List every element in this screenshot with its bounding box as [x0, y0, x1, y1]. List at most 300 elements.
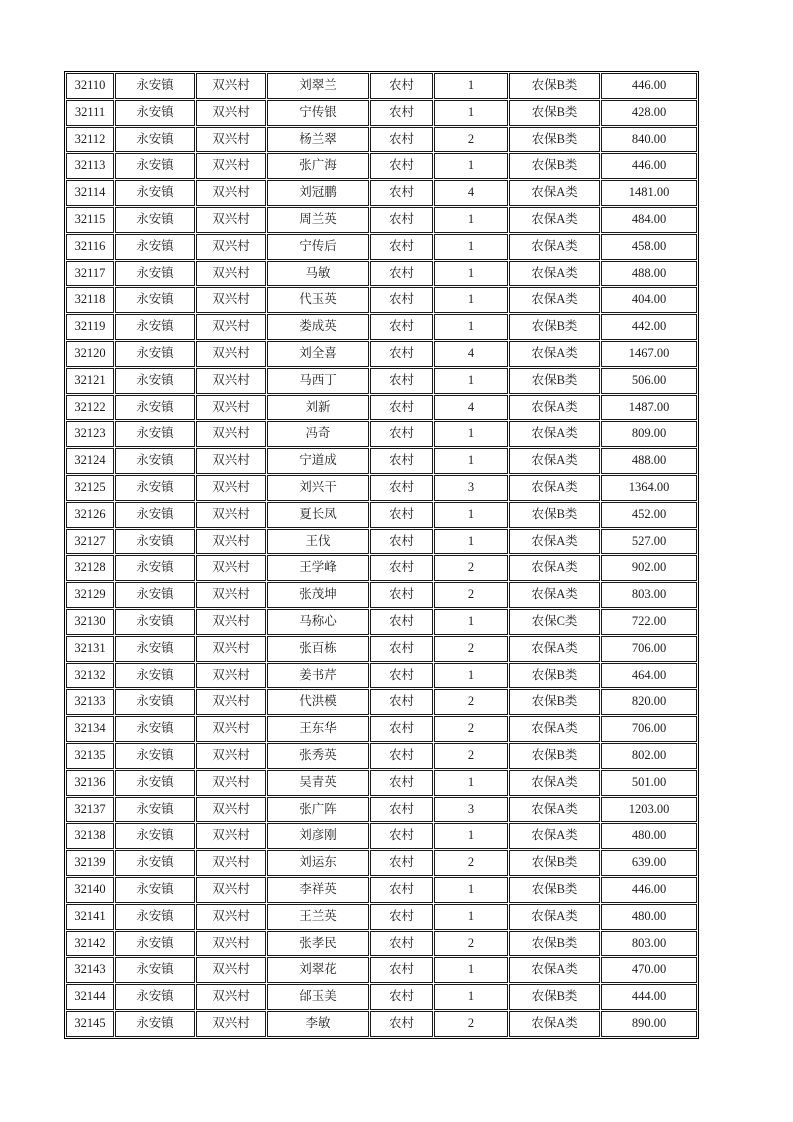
village-cell: 双兴村 [196, 314, 266, 340]
name-cell: 周兰英 [267, 207, 369, 233]
town-cell: 永安镇 [115, 877, 195, 903]
town-cell: 永安镇 [115, 100, 195, 126]
table-row [66, 904, 697, 930]
name-cell: 张百栋 [267, 636, 369, 662]
amount-cell: 484.00 [601, 207, 697, 233]
name-cell: 王伐 [267, 529, 369, 555]
person-count-cell: 1 [434, 877, 508, 903]
name-cell: 刘翠兰 [267, 73, 369, 99]
person-count-cell: 1 [434, 502, 508, 528]
person-count-cell: 4 [434, 341, 508, 367]
category-cell: 农村 [370, 663, 433, 689]
insurance-type-cell: 农保A类 [509, 823, 600, 849]
record-id-cell: 32133 [66, 689, 114, 715]
table-row [66, 207, 697, 233]
category-cell: 农村 [370, 287, 433, 313]
village-cell: 双兴村 [196, 689, 266, 715]
town-cell: 永安镇 [115, 73, 195, 99]
town-cell: 永安镇 [115, 904, 195, 930]
table-row [66, 421, 697, 447]
amount-cell: 706.00 [601, 636, 697, 662]
village-cell: 双兴村 [196, 904, 266, 930]
category-cell: 农村 [370, 448, 433, 474]
town-cell: 永安镇 [115, 368, 195, 394]
name-cell: 刘运东 [267, 850, 369, 876]
village-cell: 双兴村 [196, 609, 266, 635]
person-count-cell: 1 [434, 770, 508, 796]
name-cell: 邰玉美 [267, 984, 369, 1010]
insurance-type-cell: 农保A类 [509, 341, 600, 367]
name-cell: 刘翠花 [267, 957, 369, 983]
village-cell: 双兴村 [196, 957, 266, 983]
town-cell: 永安镇 [115, 770, 195, 796]
category-cell: 农村 [370, 421, 433, 447]
name-cell: 娄成英 [267, 314, 369, 340]
amount-cell: 639.00 [601, 850, 697, 876]
town-cell: 永安镇 [115, 395, 195, 421]
person-count-cell: 1 [434, 529, 508, 555]
village-cell: 双兴村 [196, 636, 266, 662]
name-cell: 王东华 [267, 716, 369, 742]
insurance-type-cell: 农保B类 [509, 314, 600, 340]
person-count-cell: 1 [434, 823, 508, 849]
record-id-cell: 32129 [66, 582, 114, 608]
town-cell: 永安镇 [115, 448, 195, 474]
category-cell: 农村 [370, 341, 433, 367]
town-cell: 永安镇 [115, 529, 195, 555]
insurance-type-cell: 农保A类 [509, 261, 600, 287]
category-cell: 农村 [370, 314, 433, 340]
person-count-cell: 2 [434, 716, 508, 742]
village-cell: 双兴村 [196, 448, 266, 474]
amount-cell: 488.00 [601, 448, 697, 474]
person-count-cell: 1 [434, 153, 508, 179]
name-cell: 马敏 [267, 261, 369, 287]
category-cell: 农村 [370, 797, 433, 823]
category-cell: 农村 [370, 716, 433, 742]
table-row [66, 823, 697, 849]
town-cell: 永安镇 [115, 689, 195, 715]
name-cell: 张秀英 [267, 743, 369, 769]
amount-cell: 480.00 [601, 904, 697, 930]
insurance-type-cell: 农保B类 [509, 984, 600, 1010]
table-row [66, 931, 697, 957]
insurance-type-cell: 农保A类 [509, 395, 600, 421]
table-row [66, 341, 697, 367]
amount-cell: 722.00 [601, 609, 697, 635]
table-row [66, 663, 697, 689]
amount-cell: 446.00 [601, 877, 697, 903]
table-row [66, 502, 697, 528]
record-id-cell: 32120 [66, 341, 114, 367]
village-cell: 双兴村 [196, 368, 266, 394]
insurance-type-cell: 农保B类 [509, 743, 600, 769]
record-id-cell: 32127 [66, 529, 114, 555]
table-row [66, 395, 697, 421]
table-row [66, 234, 697, 260]
amount-cell: 470.00 [601, 957, 697, 983]
person-count-cell: 1 [434, 448, 508, 474]
record-id-cell: 32136 [66, 770, 114, 796]
town-cell: 永安镇 [115, 475, 195, 501]
insurance-type-cell: 农保A类 [509, 770, 600, 796]
record-id-cell: 32134 [66, 716, 114, 742]
insurance-type-cell: 农保A类 [509, 957, 600, 983]
amount-cell: 802.00 [601, 743, 697, 769]
benefit-roster-table [64, 71, 699, 1039]
category-cell: 农村 [370, 957, 433, 983]
name-cell: 姜书芹 [267, 663, 369, 689]
town-cell: 永安镇 [115, 636, 195, 662]
record-id-cell: 32140 [66, 877, 114, 903]
table-row [66, 180, 697, 206]
person-count-cell: 1 [434, 100, 508, 126]
category-cell: 农村 [370, 984, 433, 1010]
name-cell: 王学峰 [267, 555, 369, 581]
insurance-type-cell: 农保B类 [509, 368, 600, 394]
village-cell: 双兴村 [196, 341, 266, 367]
insurance-type-cell: 农保B类 [509, 850, 600, 876]
amount-cell: 706.00 [601, 716, 697, 742]
name-cell: 代玉英 [267, 287, 369, 313]
town-cell: 永安镇 [115, 1011, 195, 1037]
amount-cell: 809.00 [601, 421, 697, 447]
record-id-cell: 32121 [66, 368, 114, 394]
town-cell: 永安镇 [115, 502, 195, 528]
record-id-cell: 32143 [66, 957, 114, 983]
person-count-cell: 2 [434, 743, 508, 769]
village-cell: 双兴村 [196, 73, 266, 99]
person-count-cell: 3 [434, 475, 508, 501]
record-id-cell: 32122 [66, 395, 114, 421]
amount-cell: 452.00 [601, 502, 697, 528]
table-row [66, 314, 697, 340]
amount-cell: 480.00 [601, 823, 697, 849]
record-id-cell: 32144 [66, 984, 114, 1010]
village-cell: 双兴村 [196, 529, 266, 555]
village-cell: 双兴村 [196, 100, 266, 126]
person-count-cell: 4 [434, 180, 508, 206]
record-id-cell: 32113 [66, 153, 114, 179]
person-count-cell: 1 [434, 368, 508, 394]
town-cell: 永安镇 [115, 180, 195, 206]
village-cell: 双兴村 [196, 984, 266, 1010]
name-cell: 李敏 [267, 1011, 369, 1037]
name-cell: 宁传后 [267, 234, 369, 260]
person-count-cell: 2 [434, 689, 508, 715]
insurance-type-cell: 农保A类 [509, 636, 600, 662]
record-id-cell: 32137 [66, 797, 114, 823]
name-cell: 刘彦刚 [267, 823, 369, 849]
table-row [66, 743, 697, 769]
person-count-cell: 1 [434, 287, 508, 313]
insurance-type-cell: 农保B类 [509, 931, 600, 957]
record-id-cell: 32131 [66, 636, 114, 662]
category-cell: 农村 [370, 395, 433, 421]
insurance-type-cell: 农保B类 [509, 877, 600, 903]
amount-cell: 442.00 [601, 314, 697, 340]
amount-cell: 1203.00 [601, 797, 697, 823]
insurance-type-cell: 农保A类 [509, 529, 600, 555]
town-cell: 永安镇 [115, 743, 195, 769]
category-cell: 农村 [370, 180, 433, 206]
insurance-type-cell: 农保A类 [509, 716, 600, 742]
village-cell: 双兴村 [196, 234, 266, 260]
village-cell: 双兴村 [196, 823, 266, 849]
name-cell: 张孝民 [267, 931, 369, 957]
village-cell: 双兴村 [196, 743, 266, 769]
town-cell: 永安镇 [115, 555, 195, 581]
table-row [66, 609, 697, 635]
category-cell: 农村 [370, 689, 433, 715]
name-cell: 宁传银 [267, 100, 369, 126]
insurance-type-cell: 农保A类 [509, 421, 600, 447]
town-cell: 永安镇 [115, 984, 195, 1010]
table-row [66, 716, 697, 742]
category-cell: 农村 [370, 475, 433, 501]
town-cell: 永安镇 [115, 663, 195, 689]
person-count-cell: 1 [434, 314, 508, 340]
amount-cell: 890.00 [601, 1011, 697, 1037]
insurance-type-cell: 农保A类 [509, 287, 600, 313]
record-id-cell: 32123 [66, 421, 114, 447]
town-cell: 永安镇 [115, 957, 195, 983]
insurance-type-cell: 农保A类 [509, 234, 600, 260]
amount-cell: 501.00 [601, 770, 697, 796]
name-cell: 夏长凤 [267, 502, 369, 528]
name-cell: 马称心 [267, 609, 369, 635]
insurance-type-cell: 农保B类 [509, 127, 600, 153]
village-cell: 双兴村 [196, 582, 266, 608]
table-row [66, 127, 697, 153]
village-cell: 双兴村 [196, 797, 266, 823]
village-cell: 双兴村 [196, 475, 266, 501]
insurance-type-cell: 农保A类 [509, 904, 600, 930]
person-count-cell: 1 [434, 207, 508, 233]
person-count-cell: 1 [434, 984, 508, 1010]
amount-cell: 803.00 [601, 582, 697, 608]
table-body [66, 73, 697, 1037]
insurance-type-cell: 农保B类 [509, 689, 600, 715]
table-row [66, 582, 697, 608]
record-id-cell: 32138 [66, 823, 114, 849]
amount-cell: 1487.00 [601, 395, 697, 421]
table-row [66, 73, 697, 99]
table-row [66, 797, 697, 823]
insurance-type-cell: 农保B类 [509, 663, 600, 689]
person-count-cell: 2 [434, 931, 508, 957]
person-count-cell: 1 [434, 904, 508, 930]
category-cell: 农村 [370, 127, 433, 153]
category-cell: 农村 [370, 582, 433, 608]
person-count-cell: 1 [434, 421, 508, 447]
amount-cell: 840.00 [601, 127, 697, 153]
village-cell: 双兴村 [196, 931, 266, 957]
insurance-type-cell: 农保C类 [509, 609, 600, 635]
name-cell: 宁道成 [267, 448, 369, 474]
record-id-cell: 32128 [66, 555, 114, 581]
amount-cell: 820.00 [601, 689, 697, 715]
person-count-cell: 3 [434, 797, 508, 823]
village-cell: 双兴村 [196, 127, 266, 153]
town-cell: 永安镇 [115, 314, 195, 340]
category-cell: 农村 [370, 850, 433, 876]
village-cell: 双兴村 [196, 421, 266, 447]
category-cell: 农村 [370, 368, 433, 394]
record-id-cell: 32117 [66, 261, 114, 287]
table-row [66, 850, 697, 876]
table-row [66, 287, 697, 313]
amount-cell: 1481.00 [601, 180, 697, 206]
record-id-cell: 32141 [66, 904, 114, 930]
table-row [66, 877, 697, 903]
amount-cell: 527.00 [601, 529, 697, 555]
record-id-cell: 32115 [66, 207, 114, 233]
village-cell: 双兴村 [196, 180, 266, 206]
town-cell: 永安镇 [115, 207, 195, 233]
name-cell: 马西丁 [267, 368, 369, 394]
person-count-cell: 4 [434, 395, 508, 421]
category-cell: 农村 [370, 73, 433, 99]
insurance-type-cell: 农保A类 [509, 180, 600, 206]
category-cell: 农村 [370, 502, 433, 528]
record-id-cell: 32111 [66, 100, 114, 126]
insurance-type-cell: 农保A类 [509, 555, 600, 581]
village-cell: 双兴村 [196, 770, 266, 796]
category-cell: 农村 [370, 931, 433, 957]
town-cell: 永安镇 [115, 716, 195, 742]
insurance-type-cell: 农保A类 [509, 207, 600, 233]
name-cell: 李祥英 [267, 877, 369, 903]
insurance-type-cell: 农保B类 [509, 73, 600, 99]
amount-cell: 444.00 [601, 984, 697, 1010]
category-cell: 农村 [370, 904, 433, 930]
record-id-cell: 32135 [66, 743, 114, 769]
village-cell: 双兴村 [196, 395, 266, 421]
table-row [66, 555, 697, 581]
village-cell: 双兴村 [196, 850, 266, 876]
category-cell: 农村 [370, 1011, 433, 1037]
town-cell: 永安镇 [115, 287, 195, 313]
table-row [66, 1011, 697, 1037]
town-cell: 永安镇 [115, 797, 195, 823]
village-cell: 双兴村 [196, 261, 266, 287]
table-row [66, 475, 697, 501]
name-cell: 王兰英 [267, 904, 369, 930]
category-cell: 农村 [370, 823, 433, 849]
person-count-cell: 1 [434, 261, 508, 287]
table-row [66, 153, 697, 179]
person-count-cell: 2 [434, 1011, 508, 1037]
category-cell: 农村 [370, 770, 433, 796]
table-row [66, 448, 697, 474]
table-row [66, 100, 697, 126]
insurance-type-cell: 农保A类 [509, 475, 600, 501]
name-cell: 代洪模 [267, 689, 369, 715]
record-id-cell: 32119 [66, 314, 114, 340]
insurance-type-cell: 农保A类 [509, 448, 600, 474]
table-row [66, 261, 697, 287]
town-cell: 永安镇 [115, 127, 195, 153]
name-cell: 杨兰翠 [267, 127, 369, 153]
amount-cell: 902.00 [601, 555, 697, 581]
record-id-cell: 32114 [66, 180, 114, 206]
person-count-cell: 1 [434, 73, 508, 99]
village-cell: 双兴村 [196, 153, 266, 179]
category-cell: 农村 [370, 100, 433, 126]
amount-cell: 446.00 [601, 153, 697, 179]
person-count-cell: 1 [434, 957, 508, 983]
name-cell: 张广阵 [267, 797, 369, 823]
record-id-cell: 32130 [66, 609, 114, 635]
village-cell: 双兴村 [196, 555, 266, 581]
name-cell: 冯奇 [267, 421, 369, 447]
town-cell: 永安镇 [115, 609, 195, 635]
amount-cell: 803.00 [601, 931, 697, 957]
person-count-cell: 2 [434, 850, 508, 876]
category-cell: 农村 [370, 636, 433, 662]
village-cell: 双兴村 [196, 877, 266, 903]
name-cell: 刘冠鹏 [267, 180, 369, 206]
name-cell: 刘兴干 [267, 475, 369, 501]
amount-cell: 428.00 [601, 100, 697, 126]
amount-cell: 488.00 [601, 261, 697, 287]
record-id-cell: 32124 [66, 448, 114, 474]
village-cell: 双兴村 [196, 663, 266, 689]
town-cell: 永安镇 [115, 153, 195, 179]
table-row [66, 368, 697, 394]
town-cell: 永安镇 [115, 234, 195, 260]
amount-cell: 458.00 [601, 234, 697, 260]
person-count-cell: 1 [434, 609, 508, 635]
category-cell: 农村 [370, 207, 433, 233]
town-cell: 永安镇 [115, 931, 195, 957]
town-cell: 永安镇 [115, 421, 195, 447]
amount-cell: 404.00 [601, 287, 697, 313]
table-row [66, 770, 697, 796]
record-id-cell: 32145 [66, 1011, 114, 1037]
town-cell: 永安镇 [115, 582, 195, 608]
table-row [66, 957, 697, 983]
amount-cell: 446.00 [601, 73, 697, 99]
village-cell: 双兴村 [196, 207, 266, 233]
person-count-cell: 2 [434, 127, 508, 153]
person-count-cell: 2 [434, 582, 508, 608]
record-id-cell: 32142 [66, 931, 114, 957]
table-row [66, 529, 697, 555]
person-count-cell: 1 [434, 234, 508, 260]
town-cell: 永安镇 [115, 341, 195, 367]
table-row [66, 689, 697, 715]
name-cell: 张广海 [267, 153, 369, 179]
person-count-cell: 2 [434, 636, 508, 662]
person-count-cell: 2 [434, 555, 508, 581]
person-count-cell: 1 [434, 663, 508, 689]
category-cell: 农村 [370, 153, 433, 179]
category-cell: 农村 [370, 609, 433, 635]
record-id-cell: 32116 [66, 234, 114, 260]
name-cell: 吴青英 [267, 770, 369, 796]
amount-cell: 1467.00 [601, 341, 697, 367]
category-cell: 农村 [370, 877, 433, 903]
name-cell: 刘全喜 [267, 341, 369, 367]
town-cell: 永安镇 [115, 261, 195, 287]
insurance-type-cell: 农保B类 [509, 100, 600, 126]
category-cell: 农村 [370, 261, 433, 287]
record-id-cell: 32132 [66, 663, 114, 689]
category-cell: 农村 [370, 555, 433, 581]
record-id-cell: 32125 [66, 475, 114, 501]
